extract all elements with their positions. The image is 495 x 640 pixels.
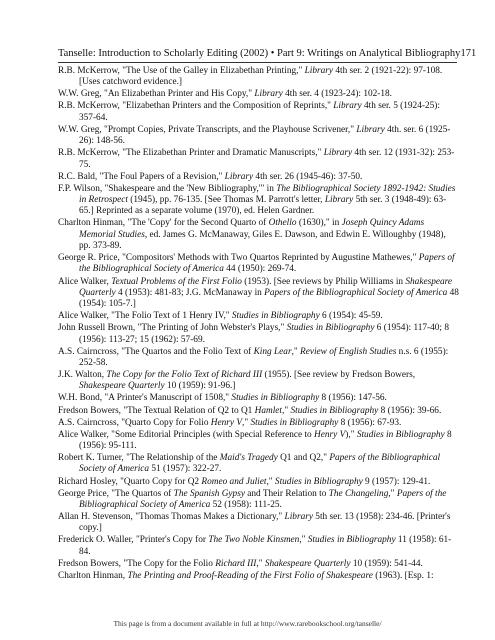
reference-text: Alice Walker, (58, 276, 112, 287)
reference-text: 5th ser. 3 (1948-49): 63-65.] Reprinted as a separate volume (1970), ed. Helen Gardner. (79, 195, 447, 217)
reference-entry (58, 277, 459, 311)
reference-text: (1953). [See reviews by Philip Williams in (241, 276, 406, 287)
reference-title-italic: Library (284, 512, 313, 523)
reference-text: Fredson Bowers, "The Textual Relation of Q2 to Q1 (58, 405, 255, 416)
reference-text: n.s. 6 (1955): 252-58. (79, 346, 449, 368)
reference-entry (58, 477, 459, 488)
reference-title-italic: Shakespeare Quarterly (79, 381, 165, 392)
reference-text: 4th ser. 4 (1923-24): 102-18. (282, 89, 392, 100)
reference-title-italic: Papers of the Bibliographical Society of America (79, 253, 455, 275)
reference-text: 5th ser. 13 (1958): 234-46. [Printer's copy.] (79, 512, 451, 534)
reference-text: 9 (1957): 129-41. (362, 476, 431, 487)
reference-text: (1955). [See review by Fredson Bowers, (262, 370, 416, 381)
reference-text: A.S. Cairncross, "The Quartos and the Folio Text of (58, 346, 254, 357)
reference-text: W.W. Greg, "Prompt Copies, Private Transcripts, and the Playhouse Scrivener," (58, 124, 357, 135)
reference-title-italic: Studies in Bibliography (274, 476, 363, 487)
reference-title-italic: Library (356, 124, 385, 135)
reference-text: 8 (1956): 147-56. (319, 393, 387, 404)
reference-text: R.C. Bald, "The Foul Papers of a Revision," (58, 171, 225, 182)
reference-entry (58, 101, 459, 124)
reference-text: 10 (1959): 541-44. (350, 558, 423, 569)
reference-list (58, 66, 459, 583)
reference-text: R.B. McKerrow, "Elizabethan Printers and the Composition of Reprints," (58, 101, 334, 112)
reference-title-italic: Library (224, 171, 254, 182)
reference-text: ," (388, 488, 397, 499)
page-number: 171 (460, 48, 477, 59)
reference-text: W.W. Greg, "An Elizabethan Printer and His Copy," (58, 89, 255, 100)
reference-title-italic: The Printing and Proof-Reading of the First Folio of Shakespeare (127, 570, 373, 581)
reference-entry (58, 347, 459, 370)
reference-title-italic: Studies in Bibliography (231, 393, 320, 404)
reference-text: ," (291, 346, 301, 357)
reference-entry (58, 253, 459, 276)
reference-entry (58, 218, 459, 252)
reference-title-italic: Studies in Bibliography (250, 417, 339, 428)
reference-text: (1630)," in (296, 218, 342, 229)
reference-title-italic: Studies in Bibliography (356, 429, 445, 440)
reference-title-italic: Othello (268, 218, 297, 229)
reference-text: 4th ser. 26 (1945-46): 37-50. (253, 171, 363, 182)
reference-title-italic: Romeo and Juliet (201, 476, 267, 487)
reference-title-italic: Studies in Bibliography (231, 311, 320, 322)
reference-text: and Their Relation to (244, 488, 329, 499)
reference-entry (58, 125, 459, 148)
reference-entry (58, 512, 459, 535)
reference-title-italic: The Changeling (328, 488, 389, 499)
page-footer: This page is from a document available in full at http://www.rarebookschool.org/tanselle/ (113, 619, 382, 628)
reference-title-italic: The Copy for the Folio Text of Richard III (106, 370, 263, 381)
reference-text: R.B. McKerrow, "The Use of the Galley in Elizabethan Printing," (58, 66, 305, 76)
reference-text: W.H. Bond, "A Printer's Manuscript of 1508," (58, 393, 232, 404)
reference-text: Fredson Bowers, "The Copy for the Folio (58, 558, 216, 569)
reference-title-italic: Studies in Bibliography (290, 405, 379, 416)
reference-text: 4th ser. 5 (1924-25): 357-64. (79, 101, 440, 123)
reference-text: ," (266, 476, 275, 487)
reference-entry (58, 430, 459, 453)
reference-text: Alice Walker, "Some Editorial Principles (with Special Reference to (58, 429, 315, 440)
reference-title-italic: Papers of the Bibliographical Society of America (264, 287, 448, 298)
reference-text: Q1 and Q2," (277, 453, 330, 464)
reference-title-italic: King Lear (253, 346, 292, 357)
reference-text: Robert K. Turner, "The Relationship of the (58, 453, 220, 464)
reference-entry (58, 323, 459, 346)
reference-entry (58, 172, 459, 183)
reference-title-italic: Studies in Bibliography (286, 323, 375, 334)
reference-title-italic: Textual Problems of the First Folio (111, 276, 242, 287)
reference-title-italic: The Two Noble Kinsmen (208, 535, 300, 546)
running-title: Tanselle: Introduction to Scholarly Editing (2002) • Part 9: Writings on Analytical Bibliography (58, 48, 461, 59)
reference-text: George Price, "The Quartos of (58, 488, 174, 499)
reference-title-italic: Papers of the Bibliographical Society of America (79, 453, 441, 475)
reference-text: ," (282, 405, 291, 416)
reference-text: John Russell Brown, "The Printing of John Webster's Plays," (58, 323, 287, 334)
reference-text: 11 (1958): 61-84. (79, 535, 452, 557)
reference-title-italic: Shakespeare Quarterly (79, 276, 453, 298)
reference-entry (58, 148, 459, 171)
reference-text: 4 (1953): 481-83; J.G. McManaway in (115, 287, 265, 298)
reference-title-italic: The Bibliographical Society 1892-1942: Studies in Retrospect (79, 183, 456, 206)
reference-text: George R. Price, "Compositors' Methods with Two Quartos Reprinted by Augustine Mathewes," (58, 253, 419, 264)
reference-text: )," (345, 429, 357, 440)
reference-title-italic: Library (254, 89, 283, 100)
reference-text: ," (299, 535, 308, 546)
reference-text: 8 (1956): 95-111. (79, 429, 452, 452)
reference-entry (58, 66, 459, 89)
reference-text: R.B. McKerrow, "The Elizabethan Printer and Dramatic Manuscripts," (58, 148, 324, 159)
reference-title-italic: Library (324, 195, 354, 206)
reference-text: 44 (1950): 269-74. (223, 264, 297, 275)
reference-title-italic: Review of English Studies (300, 346, 397, 357)
reference-text: (1945), pp. 76-135. [See Thomas M. Parrott's letter, (127, 195, 325, 206)
reference-title-italic: Maid's Tragedy (219, 453, 278, 464)
reference-text: 51 (1957): 322-27. (149, 464, 222, 475)
reference-entry (58, 418, 459, 429)
reference-entry (58, 89, 459, 100)
reference-text: , ed. James G. McManaway, Giles E. Dawson, and Edwin E. Willoughby (1948), pp. 373-89. (79, 229, 446, 252)
reference-text: (1963). [Esp. 1: (372, 570, 434, 581)
reference-title-italic: Papers of the Bibliographical Society of America (79, 488, 447, 510)
reference-title-italic: Henry V (314, 429, 346, 440)
reference-text: 4th ser. 12 (1931-32): 253-75. (79, 148, 455, 170)
reference-title-italic: Library (304, 66, 334, 76)
reference-entry (58, 453, 459, 476)
reference-entry (58, 559, 459, 570)
reference-text: 8 (1956): 39-66. (378, 405, 442, 416)
reference-text: Charlton Hinman, (58, 570, 128, 581)
reference-title-italic: Studies in Bibliography (307, 535, 396, 546)
reference-entry (58, 393, 459, 404)
reference-title-italic: The Spanish Gypsy (173, 488, 245, 499)
header-rule (58, 62, 457, 63)
reference-entry (58, 311, 459, 322)
reference-text: F.P. Wilson, "Shakespeare and the 'New Bibliography,'" in (58, 183, 277, 194)
reference-text: 8 (1956): 67-93. (338, 417, 402, 428)
reference-title-italic: Joseph Quincy Adams Memorial Studies (79, 218, 425, 240)
reference-title-italic: Richard III (215, 558, 257, 569)
reference-text: Frederick O. Waller, "Printer's Copy for (58, 535, 209, 546)
reference-entry (58, 406, 459, 417)
reference-text: 6 (1954): 117-40; 8 (1956): 113-27; 15 (1962): 57-69. (79, 323, 449, 345)
reference-text: Allan H. Stevenson, "Thomas Thomas Makes a Dictionary," (58, 512, 285, 523)
reference-text: 4th. ser. 6 (1925-26): 148-56. (79, 124, 451, 147)
reference-text: Richard Hosley, "Quarto Copy for Q2 (58, 476, 202, 487)
reference-text: 6 (1954): 45-59. (319, 311, 383, 322)
reference-title-italic: Shakespeare Quarterly (264, 558, 351, 569)
reference-text: 52 (1958): 111-25. (210, 499, 282, 510)
reference-entry (58, 489, 459, 512)
reference-entry (58, 571, 459, 582)
reference-text: J.K. Walton, (58, 370, 107, 381)
reference-text: 4th ser. 2 (1921-22): 97-108. [Uses catchword evidence.] (79, 66, 443, 88)
reference-entry (58, 370, 459, 393)
reference-text: Charlton Hinman, "The 'Copy' for the Second Quarto of (58, 218, 269, 229)
reference-text: Alice Walker, "The Folio Text of 1 Henry IV," (58, 311, 232, 322)
reference-entry (58, 535, 459, 558)
reference-entry (58, 184, 459, 218)
reference-title-italic: Hamlet (254, 405, 283, 416)
reference-title-italic: Library (333, 101, 362, 112)
reference-text: 48 (1954): 105-7.] (79, 287, 459, 310)
reference-title-italic: Library (323, 148, 353, 159)
running-header (58, 47, 477, 60)
reference-text: ," (256, 558, 265, 569)
reference-text: ," (242, 417, 251, 428)
reference-text: A.S. Cairncross, "Quarto Copy for Folio (58, 417, 211, 428)
reference-title-italic: Henry V (210, 417, 243, 428)
reference-text: 10 (1959): 91-96.] (164, 381, 236, 392)
